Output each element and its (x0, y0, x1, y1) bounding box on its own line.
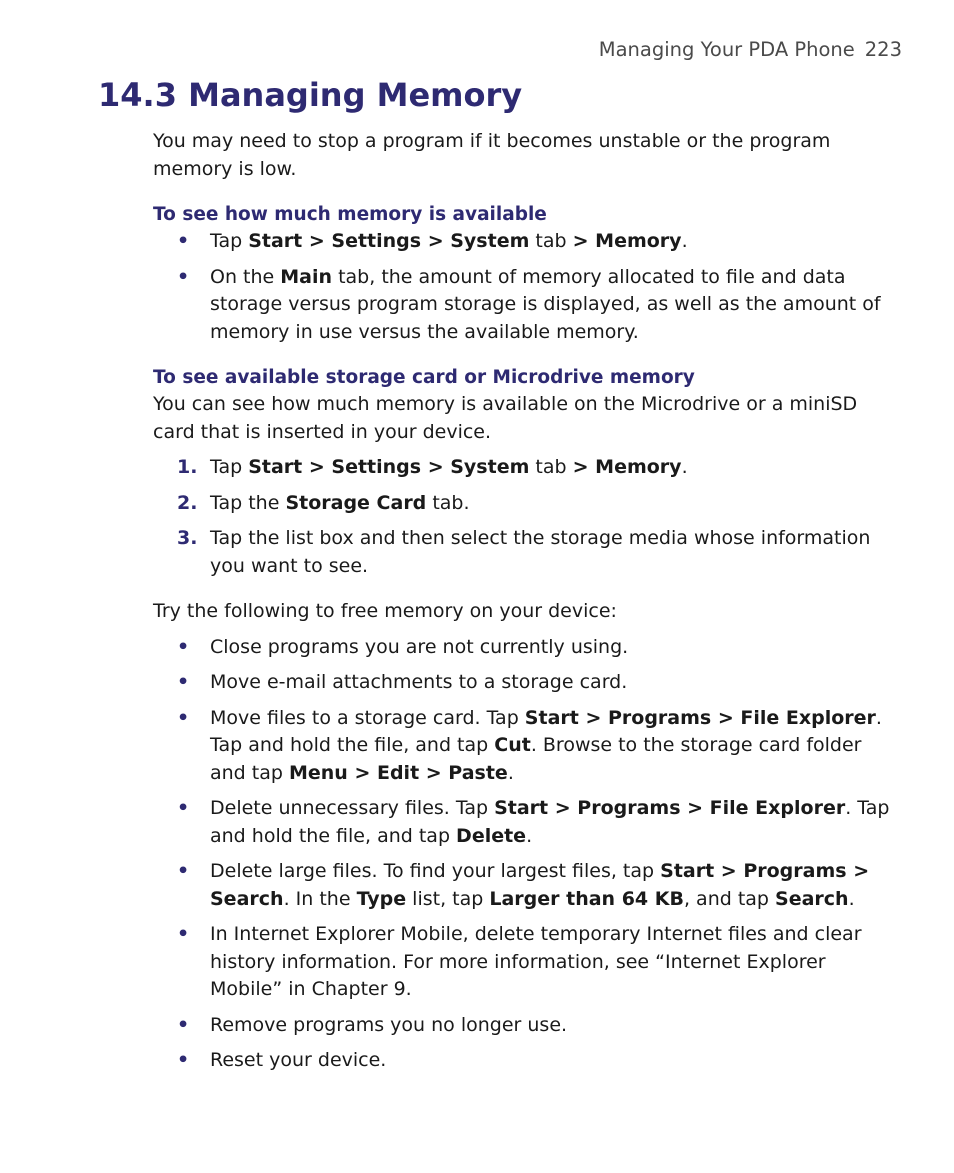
body-text: Tap the list box and then select the storage media whose information you want to see. (210, 527, 871, 577)
section1-heading: To see how much memory is available (153, 204, 547, 225)
bullet-icon: • (177, 1049, 190, 1071)
body-text: Move files to a storage card. Tap (210, 706, 525, 729)
list-item (153, 705, 893, 788)
body-text: . Tap and hold the file, and tap (210, 706, 882, 756)
running-header (599, 38, 902, 61)
body-text: Delete unnecessary files. Tap (210, 797, 495, 819)
bullet-icon: • (177, 265, 190, 288)
section1-bullet-list (153, 228, 893, 346)
bullet-icon: • (177, 230, 190, 252)
body-text: tab (529, 230, 573, 252)
step-number: 1. (177, 456, 198, 478)
bullet-icon: • (177, 671, 190, 693)
bold-command-text: Main (280, 265, 333, 288)
body-text: Remove programs you no longer use. (210, 1013, 568, 1036)
bullet-icon: • (177, 635, 190, 658)
body-text: . Browse to the storage card folder and tap (210, 734, 862, 784)
bold-command-text: Search (775, 887, 849, 910)
list-item (153, 858, 893, 913)
body-text: . (526, 824, 533, 847)
section2-intro: You can see how much memory is available on the Microdrive or a miniSD card that is inserted in your device. (153, 393, 858, 443)
list-item (153, 634, 893, 662)
body-text: Tap (210, 230, 249, 252)
free-memory-intro: Try the following to free memory on your device: (153, 600, 617, 622)
body-text: tab. (426, 491, 470, 514)
step-number: 2. (177, 491, 198, 514)
body-text: . (681, 230, 688, 252)
body-text: . In the (283, 887, 357, 910)
list-item (153, 921, 893, 1004)
body-text: Delete large files. To find your largest files, tap (210, 860, 661, 882)
bold-command-text: Start > Settings > System (248, 456, 530, 478)
bold-command-text: Start > Programs > File Explorer (524, 706, 876, 729)
body-text: tab, the amount of memory allocated to file and data storage versus program storage is displayed, as well as the amount of memory in use versus the available memory. (210, 265, 881, 343)
list-item (153, 228, 893, 256)
bold-command-text: Storage Card (285, 491, 427, 514)
body-text: . (848, 887, 855, 910)
bullet-icon: • (177, 923, 190, 945)
body-text: tab (529, 456, 573, 478)
bold-command-text: Larger than 64 KB (489, 887, 684, 910)
bullet-icon: • (177, 1013, 190, 1036)
free-memory-bullet-list (153, 634, 893, 1075)
section2-heading: To see available storage card or Microdrive memory (153, 367, 695, 388)
bullet-icon: • (177, 706, 190, 729)
body-text: Tap the (210, 491, 286, 514)
bullet-icon: • (177, 797, 190, 819)
body-text: list, tap (406, 887, 490, 910)
body-text: . Tap and hold the file, and tap (210, 797, 890, 847)
page-number: 223 (864, 38, 902, 61)
bold-command-text: Start > Programs > File Explorer (494, 797, 846, 819)
bold-command-text: Delete (456, 824, 527, 847)
bullet-icon: • (177, 860, 190, 882)
bold-command-text: Start > Programs > Search (210, 860, 870, 910)
intro-paragraph: You may need to stop a program if it becomes unstable or the program memory is low. (153, 130, 831, 180)
body-text: . (681, 456, 688, 478)
body-text: , and tap (683, 887, 776, 910)
bold-command-text: Start > Settings > System (248, 230, 530, 252)
bold-command-text: Menu > Edit > Paste (288, 761, 508, 784)
bold-command-text: > Memory (572, 456, 682, 478)
list-item (153, 669, 893, 697)
page-content (153, 128, 893, 1083)
list-item (153, 795, 893, 850)
list-item (153, 264, 893, 347)
body-text: Tap (210, 456, 249, 478)
body-text: On the (210, 265, 281, 288)
numbered-step (153, 525, 893, 580)
numbered-step (153, 454, 893, 482)
numbered-step (153, 490, 893, 518)
body-text: Close programs you are not currently using. (210, 635, 629, 658)
bold-command-text: Type (356, 887, 407, 910)
step-number: 3. (177, 527, 198, 549)
header-section-title: Managing Your PDA Phone (598, 38, 855, 61)
body-text: . (507, 761, 514, 784)
body-text: In Internet Explorer Mobile, delete temporary Internet files and clear history information. For more information, see “Internet Explorer Mobile” in Chapter 9. (210, 923, 862, 1000)
bold-command-text: > Memory (572, 230, 682, 252)
bold-command-text: Cut (494, 734, 531, 756)
section2-step-list (153, 454, 893, 580)
body-text: Reset your device. (210, 1049, 387, 1071)
list-item (153, 1047, 893, 1075)
body-text: Move e-mail attachments to a storage card. (210, 671, 628, 693)
list-item (153, 1012, 893, 1040)
page-title: 14.3 Managing Memory (98, 76, 523, 114)
